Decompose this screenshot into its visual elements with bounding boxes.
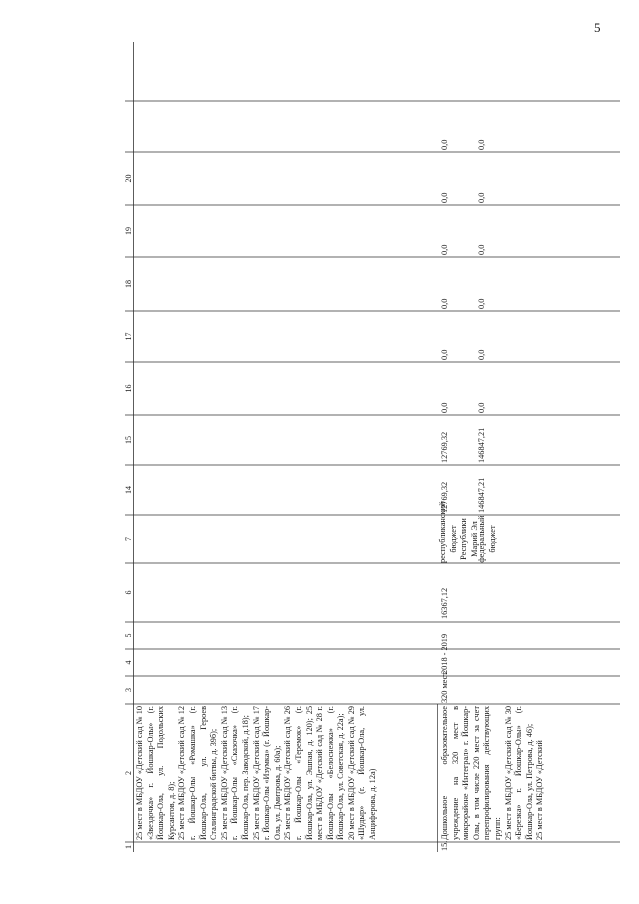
source-2-col20: 0,0: [477, 139, 486, 150]
header-col-17: 17: [124, 332, 133, 341]
row-15-number: 15.: [440, 840, 449, 851]
header-col-1: 1: [124, 845, 133, 849]
source-1-col7: 12769,32: [440, 481, 449, 513]
source-1-name: республиканский бюджет Республики Марий Эл: [438, 501, 479, 563]
header-col-7: 7: [124, 537, 133, 541]
page-number: 5: [594, 20, 601, 35]
header-col-16: 16: [124, 384, 133, 393]
source-1-col16: 0,0: [440, 349, 449, 360]
source-2-col7: 146847,21: [477, 477, 486, 513]
source-1-col15: 0,0: [440, 402, 449, 413]
source-1-col14: 12769,32: [440, 431, 449, 463]
source-2-col15: 0,0: [477, 402, 486, 413]
header-col-15: 15: [124, 436, 133, 444]
header-col-5: 5: [124, 633, 133, 638]
source-1-col18: 0,0: [440, 244, 449, 255]
header-col-2: 2: [124, 771, 133, 775]
prev-row-description: 25 мест в МБДОУ «Детский сад № 10 «Звездочка» г. Йошкар-Олы» (г. Йошкар-Ола, ул. Подольских Курсантов, д. 8); 25 мест в МБДОУ «Детский сад № 12 г. Йошкар-Олы «Ромашка» (г. Йошкар-Ола, ул. Героев Сталинградской битвы, д. 39б); 25 мест в МБДОУ «Детский сад № 13 г. Йошкар-Олы «Сказочка» (г. Йошкар-Ола, пер. Заводской, д.18); 25 мест в МБДОУ «Детский сад № 17 г. Йошкар-Олы «Изумка» (г. Йошкар-Ола, ул. Дмитрова, д. 60а); 25 мест в МБДОУ «Детский сад № 26 г. Йошкар-Олы «Теремок» (г. Йошкар-Ола, ул. Эшпая, д. 120); 25 мест в МБДОУ «Детский сад № 28 г. Йошкар-Олы «Белоснежка» (г. Йошкар-Ола, ул. Советская, д. 22а); 20 мест в МБДОУ «Детский сад № 29 «Шудыр» (г. Йошкар-Ола, ул. Анциферова, д. 12а): [135, 706, 378, 840]
source-1-col19: 0,0: [440, 192, 449, 203]
header-col-14: 14: [124, 486, 133, 494]
source-2-col16: 0,0: [477, 349, 486, 360]
rotated-table: [125, 42, 620, 852]
row-15-period: 2018 - 2019: [440, 633, 449, 674]
source-2-col19: 0,0: [477, 192, 486, 203]
source-2-col14: 146847,21: [477, 427, 486, 463]
header-col-4: 4: [124, 660, 133, 665]
header-col-6: 6: [124, 590, 133, 595]
source-2-col17: 0,0: [477, 298, 486, 309]
header-col-19: 19: [124, 227, 133, 235]
header-col-3: 3: [124, 688, 133, 692]
source-2-name: федеральный бюджет: [477, 515, 497, 563]
row-15-description: Дошкольное образовательное учреждение на 320 мест в микрорайоне «Интеграл» г. Йошкар-Олы, в том числе 220 мест за счет перепрофилирования действующих групп: 25 мест в МБДОУ «Детский сад № 30 «Березка» г. Йошкар-Олы» (г. Йошкар-Ола, ул. Петрова, д. 46); 25 мест в МБДОУ «Детский: [440, 706, 545, 840]
source-1-col17: 0,0: [440, 298, 449, 309]
header-col-20: 20: [124, 174, 133, 183]
row-15-capacity: 320 мест: [440, 672, 449, 703]
source-2-col18: 0,0: [477, 244, 486, 255]
source-1-col20: 0,0: [440, 139, 449, 150]
row-15-col5: 16367,12: [440, 587, 449, 619]
header-col-18: 18: [124, 280, 133, 288]
